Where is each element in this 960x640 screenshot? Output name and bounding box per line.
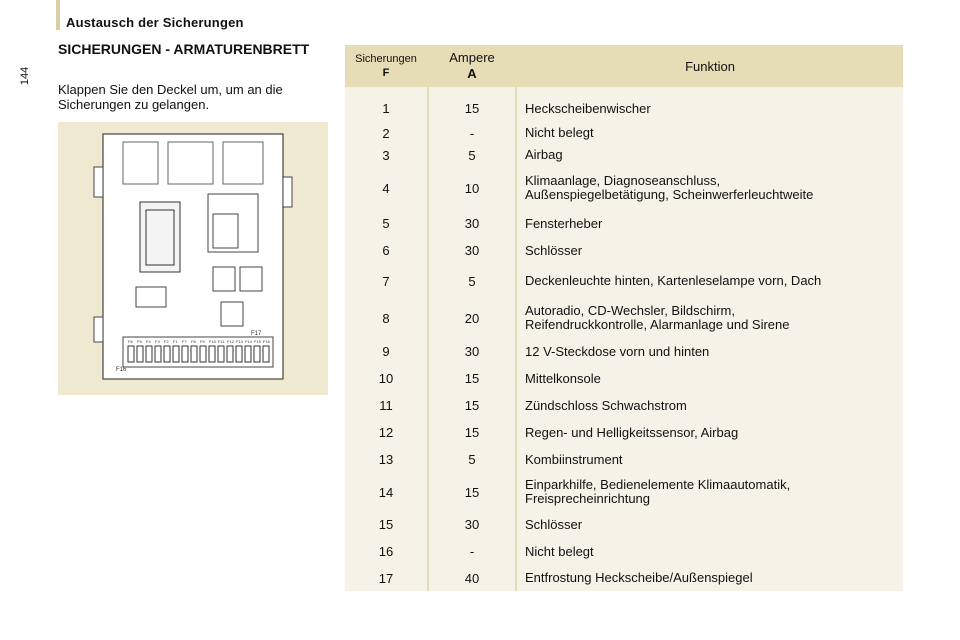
fuse-function: Mittelkonsole xyxy=(516,365,903,392)
fuse-number: 9 xyxy=(345,338,428,365)
header-ampere-symbol: A xyxy=(467,66,477,81)
table-row xyxy=(345,210,903,237)
fuse-slot-label: F8 xyxy=(191,339,196,344)
header-ampere xyxy=(428,45,516,87)
fuse-function: Klimaanlage, Diagnoseanschluss, Außenspiegelbetätigung, Scheinwerferleuchtweite xyxy=(516,166,903,210)
fuse-slot-label: F7 xyxy=(182,339,187,344)
fuse-number: 15 xyxy=(345,511,428,538)
fuse-number: 16 xyxy=(345,538,428,565)
fuse-box-illustration xyxy=(58,122,328,395)
fuse-slot xyxy=(146,346,152,362)
fuse-slot-label: F5 xyxy=(137,339,142,344)
table-row xyxy=(345,166,903,210)
fuse-slot-label: F1 xyxy=(173,339,178,344)
fuse-number: 13 xyxy=(345,446,428,473)
table-row xyxy=(345,144,903,166)
fuse-table xyxy=(345,45,903,591)
fuse-ampere: 5 xyxy=(428,264,516,298)
fuse-function: Entfrostung Heckscheibe/Außenspiegel xyxy=(516,565,903,591)
fuse-number: 10 xyxy=(345,365,428,392)
header-fuse xyxy=(345,45,428,87)
fuse-function: Regen- und Helligkeitssensor, Airbag xyxy=(516,419,903,446)
section-title: SICHERUNGEN - ARMATURENBRETT xyxy=(58,41,310,57)
fuse-slot-label: F9 xyxy=(200,339,205,344)
fuse-function: Zündschloss Schwachstrom xyxy=(516,392,903,419)
fuse-ampere: - xyxy=(428,122,516,144)
left-clip-bottom xyxy=(94,317,103,342)
fuse-number: 12 xyxy=(345,419,428,446)
fuse-number: 6 xyxy=(345,237,428,264)
fuse-slot xyxy=(227,346,233,362)
header-ampere-label: Ampere xyxy=(449,50,495,65)
fuse-slot xyxy=(218,346,224,362)
fuse-function: 12 V-Steckdose vorn und hinten xyxy=(516,338,903,365)
fuse-slot-label: F12 xyxy=(227,339,234,344)
fuse-ampere: 15 xyxy=(428,419,516,446)
fuse-slot-label: F10 xyxy=(209,339,216,344)
fuse-slot xyxy=(182,346,188,362)
fuse-function: Nicht belegt xyxy=(516,122,903,144)
table-body xyxy=(345,87,903,591)
fuse-slot xyxy=(137,346,143,362)
fuse-box-diagram xyxy=(58,122,328,395)
fuse-slot-label: F2 xyxy=(164,339,169,344)
table-row xyxy=(345,392,903,419)
table-row xyxy=(345,237,903,264)
table-row xyxy=(345,538,903,565)
fuse-ampere: 20 xyxy=(428,298,516,338)
fuse-function: Nicht belegt xyxy=(516,538,903,565)
table-row xyxy=(345,95,903,122)
fuse-number: 17 xyxy=(345,565,428,591)
fuse-number: 4 xyxy=(345,166,428,210)
fuse-ampere: 30 xyxy=(428,511,516,538)
fuse-ampere: 30 xyxy=(428,210,516,237)
header-fuse-label: Sicherungen xyxy=(355,53,417,65)
table-row xyxy=(345,565,903,591)
right-clip xyxy=(283,177,292,207)
fuse-ampere: 15 xyxy=(428,473,516,511)
fuse-slot xyxy=(164,346,170,362)
table-row xyxy=(345,338,903,365)
page-header-title: Austausch der Sicherungen xyxy=(66,15,244,30)
label-f17: F17 xyxy=(251,331,262,337)
intro-text: Klappen Sie den Deckel um, um an die Sicherungen zu gelangen. xyxy=(58,82,283,112)
table-row xyxy=(345,473,903,511)
fuse-ampere: 5 xyxy=(428,144,516,166)
fuse-ampere: 5 xyxy=(428,446,516,473)
fuse-number: 5 xyxy=(345,210,428,237)
fuse-number: 7 xyxy=(345,264,428,298)
fuse-slot-label: F16 xyxy=(263,339,270,344)
fuse-slot-label: F15 xyxy=(254,339,261,344)
label-f16: F16 xyxy=(116,367,127,373)
fuse-ampere: 15 xyxy=(428,365,516,392)
table-row xyxy=(345,446,903,473)
fuse-ampere: 15 xyxy=(428,392,516,419)
page-number: 144 xyxy=(19,66,32,86)
fuse-slot-label: F6 xyxy=(128,339,133,344)
fuse-function: Autoradio, CD-Wechsler, Bildschirm, Reifendruckkontrolle, Alarmanlage und Sirene xyxy=(516,298,903,338)
fuse-slot xyxy=(200,346,206,362)
fuse-slot xyxy=(263,346,269,362)
fuse-ampere: 30 xyxy=(428,338,516,365)
header-fuse-symbol: F xyxy=(382,67,390,79)
fuse-function: Heckscheibenwischer xyxy=(516,95,903,122)
fuse-slot xyxy=(191,346,197,362)
fuse-function: Einparkhilfe, Bedienelemente Klimaautomatik, Freisprecheinrichtung xyxy=(516,473,903,511)
fuse-slot xyxy=(236,346,242,362)
table-row xyxy=(345,298,903,338)
table-row xyxy=(345,419,903,446)
left-clip-top xyxy=(94,167,103,197)
table-row xyxy=(345,122,903,144)
fuse-number: 8 xyxy=(345,298,428,338)
fuse-function: Kombiinstrument xyxy=(516,446,903,473)
fuse-slot xyxy=(155,346,161,362)
fuse-function: Schlösser xyxy=(516,511,903,538)
header-function: Funktion xyxy=(516,45,903,87)
table-row xyxy=(345,365,903,392)
fuse-number: 11 xyxy=(345,392,428,419)
fuse-slot xyxy=(254,346,260,362)
fuse-number: 14 xyxy=(345,473,428,511)
table-row xyxy=(345,264,903,298)
fuse-function: Deckenleuchte hinten, Kartenleselampe vorn, Dach xyxy=(516,264,903,298)
fuse-slot xyxy=(173,346,179,362)
fuse-ampere: 40 xyxy=(428,565,516,591)
fuse-function: Fensterheber xyxy=(516,210,903,237)
fuse-ampere: 10 xyxy=(428,166,516,210)
fuse-slot-label: F13 xyxy=(236,339,243,344)
fuse-slot xyxy=(209,346,215,362)
table-row xyxy=(345,511,903,538)
fuse-number: 1 xyxy=(345,95,428,122)
table-spacer-row xyxy=(345,87,903,95)
fuse-slot xyxy=(128,346,134,362)
fuse-function: Schlösser xyxy=(516,237,903,264)
fuse-slot-label: F14 xyxy=(245,339,252,344)
table-header-row xyxy=(345,45,903,87)
fuse-ampere: 15 xyxy=(428,95,516,122)
header-accent-bar xyxy=(56,0,60,30)
fuse-slot xyxy=(245,346,251,362)
fuse-ampere: - xyxy=(428,538,516,565)
fuse-number: 2 xyxy=(345,122,428,144)
fuse-slot-label: F4 xyxy=(146,339,151,344)
fuse-slot-label: F11 xyxy=(218,339,225,344)
fuse-function: Airbag xyxy=(516,144,903,166)
fuse-slot-label: F3 xyxy=(155,339,160,344)
fuse-number: 3 xyxy=(345,144,428,166)
fuse-ampere: 30 xyxy=(428,237,516,264)
